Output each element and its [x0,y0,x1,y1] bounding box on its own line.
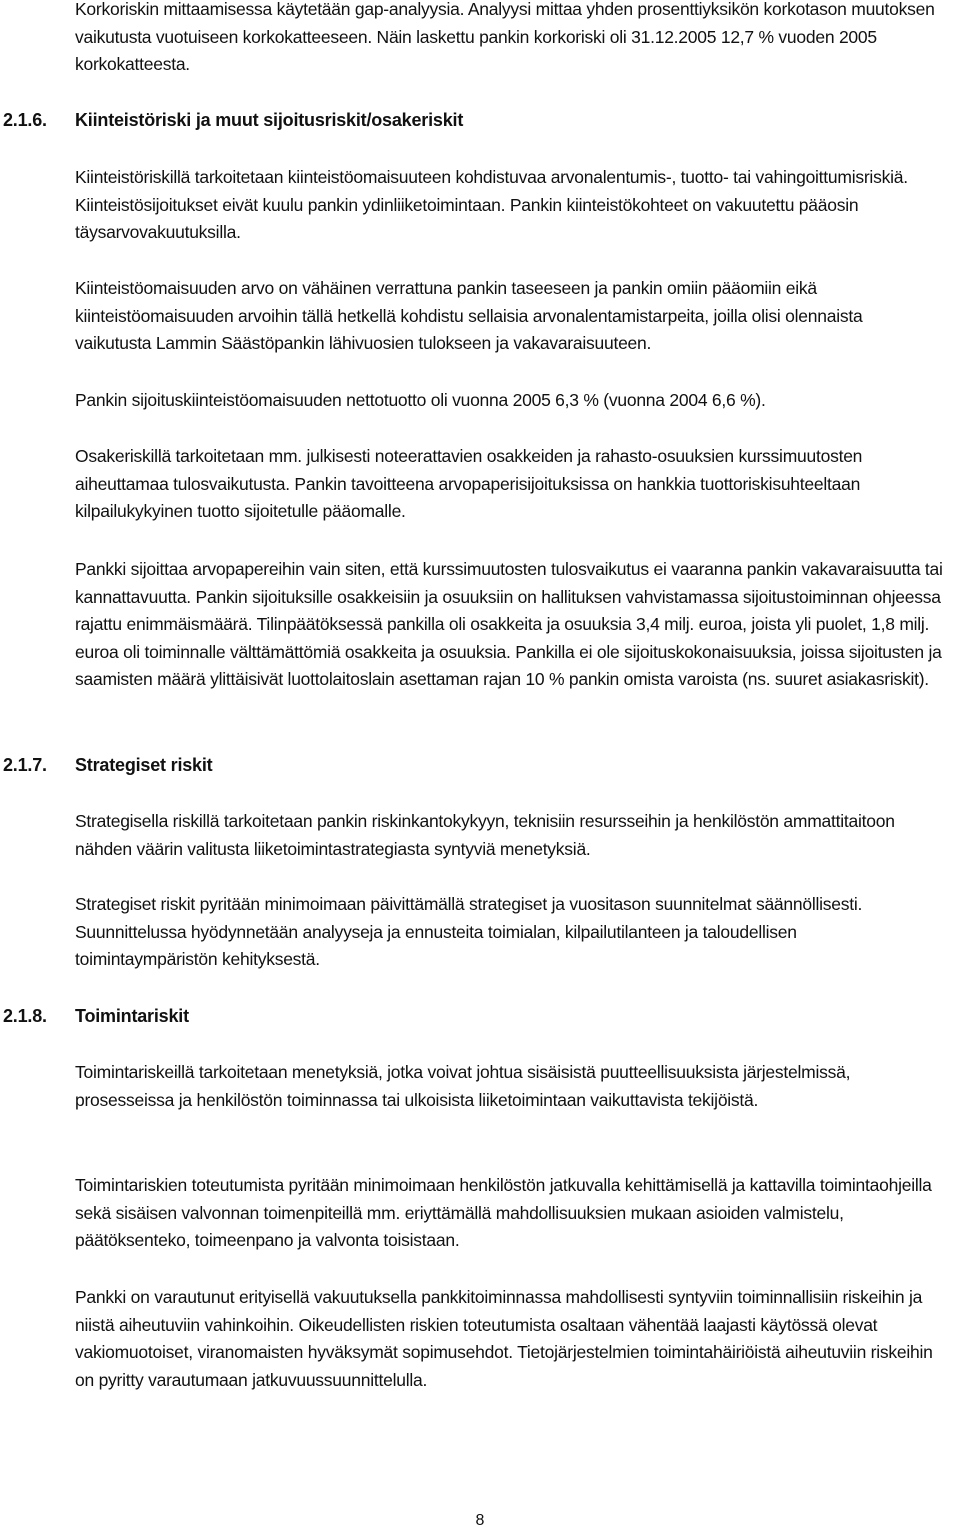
section-number: 2.1.7. [3,755,47,775]
paragraph-insurance-preparedness: Pankki on varautunut erityisellä vakuutuksella pankkitoiminnassa mahdollisesti syntyviin toiminnallisiin riskeihin ja niistä aiheutuviin vahinkoihin. Oikeudellisten riskien toteutumista osaltaan vähentää laajasti käytössä olevat vakiomuotoiset, viranomaisten hyväksymät sopimusehdot. Tietojärjestelmien toimintahäiriöistä aiheutuviin riskeihin on pyritty varautumaan jatkuvuussuunnittelulla. [75,1287,933,1390]
section-title: Strategiset riskit [75,755,213,775]
paragraph-strategic-risk-minimization: Strategiset riskit pyritään minimoimaan päivittämällä strategiset ja vuositason suunnitelmat säännöllisesti. Suunnittelussa hyödynnetään analyyseja ja ennusteita toimialan, kilpailutilanteen ja taloudellisen toimintaympäristön kehityksestä. [75,894,863,969]
paragraph-real-estate-value: Kiinteistöomaisuuden arvo on vähäinen verrattuna pankin taseeseen ja pankin omiin pääomiin eikä kiinteistöomaisuuden arvoihin tällä hetkellä kohdistu sellaisia arvonalentamistarpeita, joilla olisi olennaista vaikutusta Lammin Säästöpankin lähivuosien tulokseen ja vakavaraisuuteen. [75,278,863,353]
section-number: 2.1.8. [3,1006,47,1026]
paragraph-equity-risk: Osakeriskillä tarkoitetaan mm. julkisesti noteerattavien osakkeiden ja rahasto-osuuksien kurssimuutosten aiheuttamaa tulosvaikutusta. Pankin tavoitteena arvopaperisijoituksissa on hankkia tuottoriskisuhteeltaan kilpailukykyinen tuotto sijoitetulle pääomalle. [75,446,863,521]
section-number: 2.1.6. [3,110,47,130]
paragraph-strategic-risk-definition: Strategisella riskillä tarkoitetaan pankin riskinkantokykyyn, teknisiin resursseihin ja henkilöstön ammattitaitoon nähden väärin valitusta liiketoimintastrategiasta syntyviä menetyksiä. [75,811,895,859]
section-heading-2-1-8 [3,1003,189,1030]
page-number: 8 [475,1512,485,1529]
paragraph-real-estate-risk: Kiinteistöriskillä tarkoitetaan kiinteistöomaisuuteen kohdistuvaa arvonalentumis-, tuotto- tai vahingoittumisriskiä. Kiinteistösijoitukset eivät kuulu pankin ydinliiketoimintaan. Pankin kiinteistökohteet on vakuutettu pääosin täysarvovakuutuksilla. [75,167,908,242]
paragraph-operational-risk-minimization: Toimintariskien toteutumista pyritään minimoimaan henkilöstön jatkuvalla kehittämisellä ja kattavilla toimintaohjeilla sekä sisäisen valvonnan toimenpiteillä mm. eriyttämällä mahdollisuuksien mukaan asioiden valmistelu, päätöksenteko, toimeenpano ja valvonta toisistaan. [75,1175,932,1250]
paragraph-real-estate-return: Pankin sijoituskiinteistöomaisuuden nettotuotto oli vuonna 2005 6,3 % (vuonna 2004 6,6 %). [75,390,766,410]
section-heading-2-1-6 [3,107,464,134]
section-heading-2-1-7 [3,752,213,779]
paragraph-operational-risk-definition: Toimintariskeillä tarkoitetaan menetyksiä, jotka voivat johtua sisäisistä puutteellisuuksista järjestelmissä, prosesseissa ja henkilöstön toiminnassa tai ulkoisista liiketoimintaan vaikuttavista tekijöistä. [75,1062,851,1110]
paragraph-interest-rate-risk: Korkoriskin mittaamisessa käytetään gap-analyysia. Analyysi mittaa yhden prosenttiyksikön korkotason muutoksen vaikutusta vuotuiseen korkokatteeseen. Näin laskettu pankin korkoriski oli 31.12.2005 12,7 % vuoden 2005 korkokatteesta. [75,0,935,74]
section-title: Toimintariskit [75,1006,189,1026]
section-title: Kiinteistöriski ja muut sijoitusriskit/osakeriskit [75,110,464,130]
paragraph-securities-investment: Pankki sijoittaa arvopapereihin vain siten, että kurssimuutosten tulosvaikutus ei vaaranna pankin vakavaraisuutta tai kannattavuutta. Pankin sijoituksille osakkeisiin ja osuuksiin on hallituksen vahvistamassa sijoitustoiminnan ohjeessa rajattu enimmäismäärä. Tilinpäätöksessä pankilla oli osakkeita ja osuuksia 3,4 milj. euroa, joista yli puolet, 1,8 milj. euroa oli toiminnalle välttämättömiä osakkeita ja osuuksia. Pankilla ei ole sijoituskokonaisuuksia, joissa sijoitusten ja saamisten määrä ylittäisivät luottolaitoslain asettaman rajan 10 % pankin omista varoista (ns. suuret asiakasriskit). [75,559,943,689]
